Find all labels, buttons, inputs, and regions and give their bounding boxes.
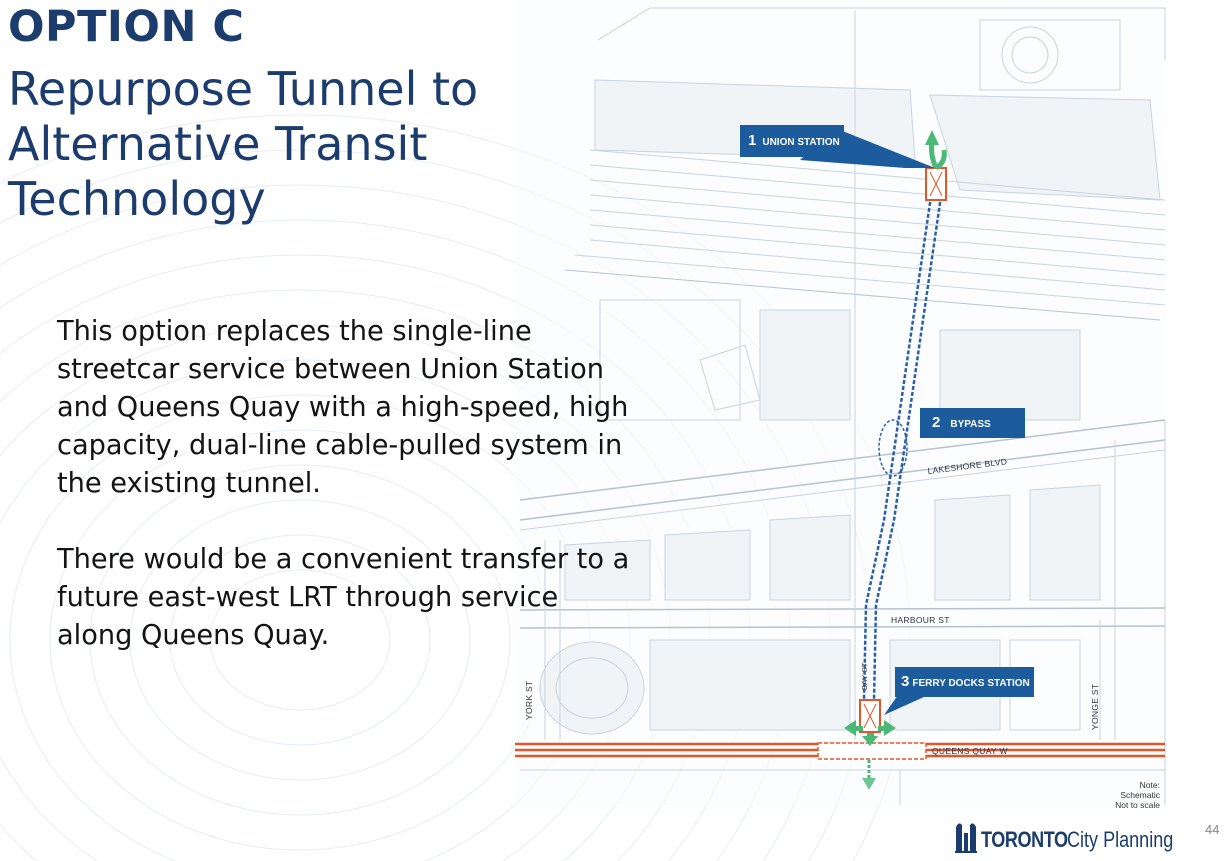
- street-label-york: YORK ST: [524, 680, 534, 720]
- page-number: 44: [1205, 822, 1220, 837]
- callout-union-station: [740, 125, 844, 157]
- callout-bypass: [920, 408, 1025, 438]
- body-text: [57, 313, 632, 655]
- city-hall-icon: [955, 819, 977, 853]
- street-label-bay: BAY ST: [860, 662, 869, 690]
- callout-number: 1: [748, 132, 757, 149]
- option-label: OPTION C: [8, 2, 245, 52]
- paragraph: This option replaces the single-line streetcar service between Union Station and Queens Quay with a high-speed, high capacity, dual-line cable-pulled system in the existing tunnel.: [57, 316, 629, 499]
- logo-word: TORONTO: [981, 827, 1068, 852]
- street-label-queens-quay: QUEENS QUAY W: [932, 746, 1008, 756]
- callout-number: 3: [901, 673, 910, 690]
- callout-text: BYPASS: [950, 419, 991, 430]
- street-label-lakeshore: LAKESHORE BLVD: [927, 456, 1008, 476]
- logo-department: City Planning: [1066, 827, 1174, 852]
- callout-ferry-docks-station: [895, 667, 1034, 697]
- street-label-harbour: HARBOUR ST: [891, 615, 950, 625]
- note-line-1: Note: Schematic: [1120, 780, 1160, 800]
- street-label-yonge: YONGE ST: [1090, 683, 1100, 730]
- map-note: [1098, 780, 1160, 810]
- callout-text: UNION STATION: [762, 137, 840, 148]
- paragraph: There would be a convenient transfer to a future east-west LRT through service along Queens Quay.: [57, 544, 630, 651]
- callout-text: FERRY DOCKS STATION: [912, 678, 1030, 689]
- toronto-city-planning-logo: [955, 813, 1196, 853]
- slide-title: Repurpose Tunnel to Alternative Transit Technology: [8, 62, 479, 227]
- callout-number: 2: [932, 414, 941, 431]
- note-line-2: Not to scale: [1115, 800, 1160, 810]
